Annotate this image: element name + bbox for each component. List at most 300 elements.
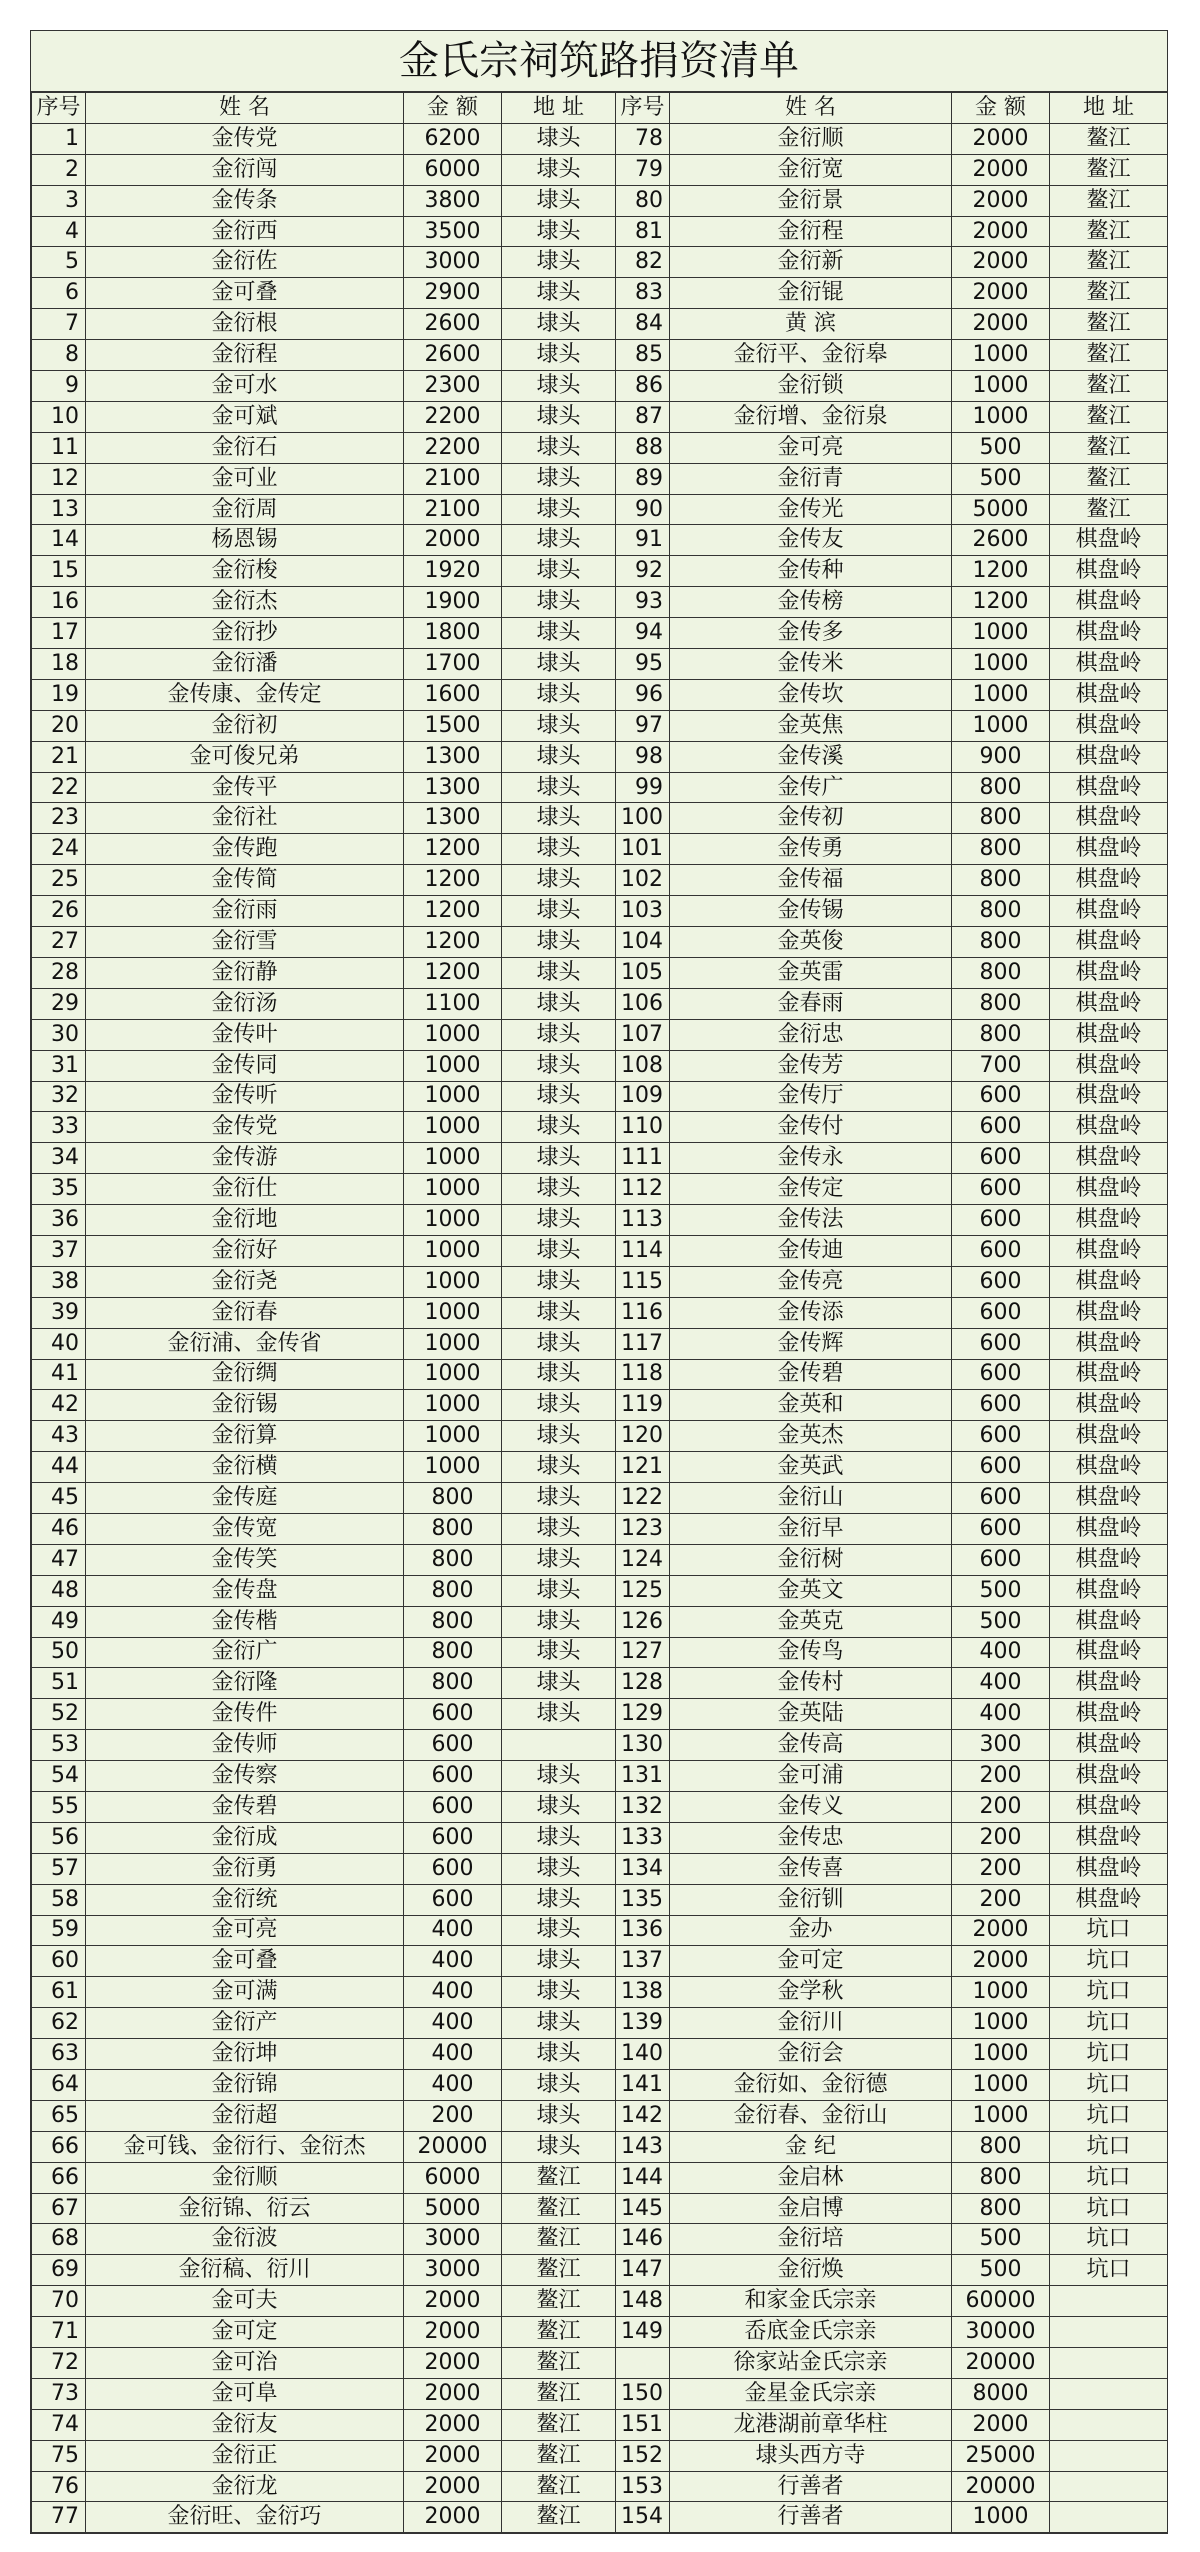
table-row xyxy=(32,957,1168,988)
seq-cell: 108 xyxy=(616,1050,670,1081)
amount-cell: 700 xyxy=(952,1050,1050,1081)
address-cell: 坑口 xyxy=(1050,2255,1168,2286)
amount-cell: 1000 xyxy=(404,1328,502,1359)
address-cell: 鳌江 xyxy=(502,2162,616,2193)
name-cell: 金衍杰 xyxy=(86,587,404,618)
name-cell: 金衍地 xyxy=(86,1205,404,1236)
header-seq: 序号 xyxy=(616,93,670,124)
table-row xyxy=(32,1513,1168,1544)
amount-cell: 6200 xyxy=(404,123,502,154)
address-cell: 埭头 xyxy=(502,1019,616,1050)
address-cell: 埭头 xyxy=(502,1081,616,1112)
seq-cell: 48 xyxy=(32,1575,86,1606)
address-cell: 埭头 xyxy=(502,185,616,216)
seq-cell: 135 xyxy=(616,1884,670,1915)
seq-cell: 120 xyxy=(616,1421,670,1452)
seq-cell: 85 xyxy=(616,340,670,371)
table-row xyxy=(32,154,1168,185)
name-cell: 金可斌 xyxy=(86,401,404,432)
table-row xyxy=(32,1390,1168,1421)
seq-cell: 84 xyxy=(616,309,670,340)
address-cell: 棋盘岭 xyxy=(1050,1822,1168,1853)
name-cell: 金衍培 xyxy=(670,2224,952,2255)
seq-cell: 91 xyxy=(616,525,670,556)
name-cell: 金英克 xyxy=(670,1606,952,1637)
table-row xyxy=(32,1205,1168,1236)
amount-cell: 25000 xyxy=(952,2440,1050,2471)
name-cell: 金办 xyxy=(670,1915,952,1946)
amount-cell: 1200 xyxy=(404,865,502,896)
table-row xyxy=(32,2100,1168,2131)
address-cell: 埭头 xyxy=(502,1946,616,1977)
amount-cell: 800 xyxy=(952,896,1050,927)
seq-cell: 21 xyxy=(32,741,86,772)
address-cell: 埭头 xyxy=(502,1050,616,1081)
seq-cell: 35 xyxy=(32,1174,86,1205)
name-cell: 金传碧 xyxy=(86,1791,404,1822)
name-cell: 金传法 xyxy=(670,1205,952,1236)
address-cell: 棋盘岭 xyxy=(1050,1513,1168,1544)
seq-cell: 30 xyxy=(32,1019,86,1050)
name-cell: 金衍树 xyxy=(670,1544,952,1575)
seq-cell: 92 xyxy=(616,556,670,587)
seq-cell: 150 xyxy=(616,2378,670,2409)
address-cell: 棋盘岭 xyxy=(1050,1791,1168,1822)
address-cell: 埭头 xyxy=(502,1637,616,1668)
seq-cell: 12 xyxy=(32,463,86,494)
address-cell: 棋盘岭 xyxy=(1050,649,1168,680)
address-cell: 埭头 xyxy=(502,1699,616,1730)
seq-cell: 29 xyxy=(32,988,86,1019)
seq-cell: 27 xyxy=(32,927,86,958)
address-cell: 棋盘岭 xyxy=(1050,927,1168,958)
seq-cell: 20 xyxy=(32,710,86,741)
amount-cell: 600 xyxy=(404,1730,502,1761)
amount-cell: 800 xyxy=(404,1483,502,1514)
address-cell: 棋盘岭 xyxy=(1050,1174,1168,1205)
seq-cell: 26 xyxy=(32,896,86,927)
amount-cell: 1000 xyxy=(952,1977,1050,2008)
table-row xyxy=(32,432,1168,463)
seq-cell: 142 xyxy=(616,2100,670,2131)
name-cell: 金衍石 xyxy=(86,432,404,463)
amount-cell: 1000 xyxy=(404,1421,502,1452)
seq-cell: 124 xyxy=(616,1544,670,1575)
seq-cell: 68 xyxy=(32,2224,86,2255)
address-cell: 鳌江 xyxy=(502,2286,616,2317)
name-cell: 金可业 xyxy=(86,463,404,494)
table-row xyxy=(32,401,1168,432)
address-cell xyxy=(1050,2286,1168,2317)
seq-cell: 7 xyxy=(32,309,86,340)
table-row xyxy=(32,2378,1168,2409)
amount-cell: 800 xyxy=(404,1668,502,1699)
amount-cell: 800 xyxy=(952,1019,1050,1050)
seq-cell: 59 xyxy=(32,1915,86,1946)
amount-cell: 1800 xyxy=(404,618,502,649)
amount-cell: 1000 xyxy=(952,2070,1050,2101)
name-cell: 金衍友 xyxy=(86,2409,404,2440)
name-cell: 金春雨 xyxy=(670,988,952,1019)
name-cell: 金衍横 xyxy=(86,1452,404,1483)
address-cell: 棋盘岭 xyxy=(1050,1544,1168,1575)
amount-cell: 1500 xyxy=(404,710,502,741)
seq-cell: 83 xyxy=(616,278,670,309)
name-cell: 金英和 xyxy=(670,1390,952,1421)
amount-cell: 2000 xyxy=(404,2471,502,2502)
address-cell: 棋盘岭 xyxy=(1050,1606,1168,1637)
amount-cell: 6000 xyxy=(404,154,502,185)
seq-cell: 122 xyxy=(616,1483,670,1514)
amount-cell: 1000 xyxy=(404,1266,502,1297)
seq-cell: 11 xyxy=(32,432,86,463)
name-cell: 金衍勇 xyxy=(86,1853,404,1884)
address-cell: 埭头 xyxy=(502,1915,616,1946)
amount-cell: 1000 xyxy=(404,1390,502,1421)
seq-cell: 72 xyxy=(32,2348,86,2379)
address-cell: 棋盘岭 xyxy=(1050,1143,1168,1174)
address-cell: 鳌江 xyxy=(502,2471,616,2502)
seq-cell: 80 xyxy=(616,185,670,216)
address-cell: 棋盘岭 xyxy=(1050,1699,1168,1730)
name-cell: 金衍隆 xyxy=(86,1668,404,1699)
name-cell: 金衍梭 xyxy=(86,556,404,587)
name-cell: 金传庭 xyxy=(86,1483,404,1514)
name-cell: 金可定 xyxy=(670,1946,952,1977)
amount-cell: 6000 xyxy=(404,2162,502,2193)
name-cell: 金传宽 xyxy=(86,1513,404,1544)
amount-cell: 1300 xyxy=(404,772,502,803)
amount-cell: 2300 xyxy=(404,371,502,402)
name-cell: 金传高 xyxy=(670,1730,952,1761)
name-cell: 金星金氏宗亲 xyxy=(670,2378,952,2409)
seq-cell: 149 xyxy=(616,2317,670,2348)
table-row xyxy=(32,1668,1168,1699)
amount-cell: 600 xyxy=(952,1359,1050,1390)
seq-cell: 75 xyxy=(32,2440,86,2471)
table-row xyxy=(32,587,1168,618)
name-cell: 金传溪 xyxy=(670,741,952,772)
amount-cell: 1300 xyxy=(404,803,502,834)
seq-cell: 101 xyxy=(616,834,670,865)
seq-cell: 66 xyxy=(32,2162,86,2193)
seq-cell: 87 xyxy=(616,401,670,432)
seq-cell: 125 xyxy=(616,1575,670,1606)
name-cell: 金衍增、金衍泉 xyxy=(670,401,952,432)
address-cell: 鳌江 xyxy=(1050,185,1168,216)
amount-cell: 2000 xyxy=(404,2409,502,2440)
table-row xyxy=(32,525,1168,556)
name-cell: 金传付 xyxy=(670,1112,952,1143)
amount-cell: 20000 xyxy=(404,2131,502,2162)
table-row xyxy=(32,710,1168,741)
name-cell: 金衍闯 xyxy=(86,154,404,185)
address-cell: 埭头 xyxy=(502,1761,616,1792)
amount-cell: 1000 xyxy=(404,1050,502,1081)
table-row xyxy=(32,1544,1168,1575)
table-row xyxy=(32,1328,1168,1359)
name-cell: 金学秋 xyxy=(670,1977,952,2008)
amount-cell: 2200 xyxy=(404,401,502,432)
name-cell: 金传条 xyxy=(86,185,404,216)
amount-cell: 2600 xyxy=(952,525,1050,556)
seq-cell: 43 xyxy=(32,1421,86,1452)
name-cell: 金英俊 xyxy=(670,927,952,958)
name-cell: 金衍浦、金传省 xyxy=(86,1328,404,1359)
seq-cell: 32 xyxy=(32,1081,86,1112)
table-row xyxy=(32,1143,1168,1174)
amount-cell: 2000 xyxy=(952,185,1050,216)
seq-cell: 13 xyxy=(32,494,86,525)
table-row xyxy=(32,803,1168,834)
table-row xyxy=(32,556,1168,587)
seq-cell: 112 xyxy=(616,1174,670,1205)
name-cell: 金传福 xyxy=(670,865,952,896)
table-row xyxy=(32,2502,1168,2533)
name-cell: 行善者 xyxy=(670,2471,952,2502)
address-cell: 埭头 xyxy=(502,1977,616,2008)
address-cell: 埭头 xyxy=(502,1390,616,1421)
address-cell: 埭头 xyxy=(502,525,616,556)
address-cell: 棋盘岭 xyxy=(1050,1081,1168,1112)
header-name: 姓 名 xyxy=(670,93,952,124)
table-row xyxy=(32,1606,1168,1637)
name-cell: 金衍景 xyxy=(670,185,952,216)
name-cell: 岙底金氏宗亲 xyxy=(670,2317,952,2348)
name-cell: 金衍超 xyxy=(86,2100,404,2131)
seq-cell: 65 xyxy=(32,2100,86,2131)
page-title: 金氏宗祠筑路捐资清单 xyxy=(31,31,1167,92)
name-cell: 金传迪 xyxy=(670,1235,952,1266)
amount-cell: 600 xyxy=(952,1266,1050,1297)
seq-cell: 67 xyxy=(32,2193,86,2224)
amount-cell: 1200 xyxy=(404,957,502,988)
name-cell: 金衍如、金衍德 xyxy=(670,2070,952,2101)
amount-cell: 2000 xyxy=(404,2348,502,2379)
amount-cell: 800 xyxy=(404,1637,502,1668)
amount-cell: 1000 xyxy=(952,371,1050,402)
address-cell: 棋盘岭 xyxy=(1050,865,1168,896)
seq-cell: 15 xyxy=(32,556,86,587)
header-amount: 金 额 xyxy=(952,93,1050,124)
amount-cell: 1000 xyxy=(952,2502,1050,2533)
seq-cell: 28 xyxy=(32,957,86,988)
address-cell: 埭头 xyxy=(502,1513,616,1544)
amount-cell: 600 xyxy=(952,1112,1050,1143)
amount-cell: 2900 xyxy=(404,278,502,309)
address-cell: 埭头 xyxy=(502,618,616,649)
table-row xyxy=(32,340,1168,371)
seq-cell: 47 xyxy=(32,1544,86,1575)
table-row xyxy=(32,1637,1168,1668)
name-cell: 金可水 xyxy=(86,371,404,402)
name-cell: 金衍尧 xyxy=(86,1266,404,1297)
seq-cell: 56 xyxy=(32,1822,86,1853)
amount-cell: 1200 xyxy=(404,927,502,958)
table-row xyxy=(32,1266,1168,1297)
name-cell: 金英杰 xyxy=(670,1421,952,1452)
address-cell: 埭头 xyxy=(502,1884,616,1915)
seq-cell: 2 xyxy=(32,154,86,185)
amount-cell: 800 xyxy=(952,2193,1050,2224)
name-cell: 龙港湖前章华柱 xyxy=(670,2409,952,2440)
seq-cell: 151 xyxy=(616,2409,670,2440)
amount-cell: 1000 xyxy=(404,1452,502,1483)
seq-cell: 8 xyxy=(32,340,86,371)
name-cell: 金传友 xyxy=(670,525,952,556)
table-row xyxy=(32,1235,1168,1266)
address-cell: 埭头 xyxy=(502,556,616,587)
amount-cell: 800 xyxy=(404,1575,502,1606)
name-cell: 金衍统 xyxy=(86,1884,404,1915)
amount-cell: 2000 xyxy=(952,154,1050,185)
seq-cell xyxy=(616,2348,670,2379)
table-row xyxy=(32,2008,1168,2039)
name-cell: 金可钱、金衍行、金衍杰 xyxy=(86,2131,404,2162)
table-row xyxy=(32,2131,1168,2162)
table-row xyxy=(32,2440,1168,2471)
seq-cell: 6 xyxy=(32,278,86,309)
name-cell: 金衍顺 xyxy=(86,2162,404,2193)
seq-cell: 121 xyxy=(616,1452,670,1483)
seq-cell: 69 xyxy=(32,2255,86,2286)
amount-cell: 2600 xyxy=(404,340,502,371)
address-cell: 埭头 xyxy=(502,1143,616,1174)
name-cell: 金衍潘 xyxy=(86,649,404,680)
name-cell: 金可亮 xyxy=(86,1915,404,1946)
name-cell: 金传永 xyxy=(670,1143,952,1174)
address-cell: 埭头 xyxy=(502,1853,616,1884)
seq-cell: 41 xyxy=(32,1359,86,1390)
amount-cell: 2000 xyxy=(404,2286,502,2317)
address-cell: 坑口 xyxy=(1050,1977,1168,2008)
table-row xyxy=(32,371,1168,402)
address-cell: 埭头 xyxy=(502,834,616,865)
seq-cell: 114 xyxy=(616,1235,670,1266)
amount-cell: 2200 xyxy=(404,432,502,463)
amount-cell: 600 xyxy=(952,1513,1050,1544)
amount-cell: 1000 xyxy=(952,649,1050,680)
address-cell: 棋盘岭 xyxy=(1050,1205,1168,1236)
address-cell: 埭头 xyxy=(502,1791,616,1822)
name-cell: 金衍初 xyxy=(86,710,404,741)
seq-cell: 36 xyxy=(32,1205,86,1236)
seq-cell: 22 xyxy=(32,772,86,803)
amount-cell: 2000 xyxy=(404,2378,502,2409)
address-cell: 埭头 xyxy=(502,1606,616,1637)
name-cell: 金衍平、金衍皋 xyxy=(670,340,952,371)
seq-cell: 141 xyxy=(616,2070,670,2101)
address-cell: 棋盘岭 xyxy=(1050,710,1168,741)
amount-cell: 1000 xyxy=(404,1297,502,1328)
table-row xyxy=(32,1946,1168,1977)
amount-cell: 600 xyxy=(404,1822,502,1853)
name-cell: 金衍稿、衍川 xyxy=(86,2255,404,2286)
seq-cell: 106 xyxy=(616,988,670,1019)
seq-cell: 148 xyxy=(616,2286,670,2317)
table-row xyxy=(32,896,1168,927)
seq-cell: 119 xyxy=(616,1390,670,1421)
name-cell: 金启林 xyxy=(670,2162,952,2193)
amount-cell: 3500 xyxy=(404,216,502,247)
amount-cell: 1000 xyxy=(952,618,1050,649)
name-cell: 金衍雨 xyxy=(86,896,404,927)
name-cell: 金可治 xyxy=(86,2348,404,2379)
table-row xyxy=(32,185,1168,216)
name-cell: 金衍正 xyxy=(86,2440,404,2471)
header-seq: 序号 xyxy=(32,93,86,124)
name-cell: 金衍早 xyxy=(670,1513,952,1544)
name-cell: 埭头西方寺 xyxy=(670,2440,952,2471)
table-row xyxy=(32,2039,1168,2070)
name-cell: 金传种 xyxy=(670,556,952,587)
seq-cell: 14 xyxy=(32,525,86,556)
seq-cell: 19 xyxy=(32,679,86,710)
seq-cell: 132 xyxy=(616,1791,670,1822)
amount-cell: 1000 xyxy=(404,1019,502,1050)
name-cell: 金衍锦 xyxy=(86,2070,404,2101)
seq-cell: 116 xyxy=(616,1297,670,1328)
address-cell: 棋盘岭 xyxy=(1050,1483,1168,1514)
seq-cell: 74 xyxy=(32,2409,86,2440)
name-cell: 金传盘 xyxy=(86,1575,404,1606)
table-row xyxy=(32,1421,1168,1452)
table-row xyxy=(32,927,1168,958)
seq-cell: 58 xyxy=(32,1884,86,1915)
name-cell: 金衍产 xyxy=(86,2008,404,2039)
table-row xyxy=(32,309,1168,340)
address-cell: 鳌江 xyxy=(502,2255,616,2286)
amount-cell: 1000 xyxy=(952,340,1050,371)
name-cell: 金传跑 xyxy=(86,834,404,865)
amount-cell: 2000 xyxy=(404,2317,502,2348)
amount-cell: 1000 xyxy=(404,1143,502,1174)
address-cell: 鳌江 xyxy=(1050,340,1168,371)
address-cell: 埭头 xyxy=(502,803,616,834)
seq-cell: 39 xyxy=(32,1297,86,1328)
address-cell: 埭头 xyxy=(502,1328,616,1359)
seq-cell: 145 xyxy=(616,2193,670,2224)
seq-cell: 57 xyxy=(32,1853,86,1884)
amount-cell: 2000 xyxy=(952,1946,1050,1977)
amount-cell: 1000 xyxy=(952,679,1050,710)
seq-cell: 45 xyxy=(32,1483,86,1514)
seq-cell: 61 xyxy=(32,1977,86,2008)
name-cell: 金衍绸 xyxy=(86,1359,404,1390)
address-cell: 坑口 xyxy=(1050,2070,1168,2101)
table-row xyxy=(32,2255,1168,2286)
name-cell: 金传广 xyxy=(670,772,952,803)
address-cell: 埭头 xyxy=(502,154,616,185)
address-cell: 坑口 xyxy=(1050,2008,1168,2039)
seq-cell: 152 xyxy=(616,2440,670,2471)
seq-cell: 133 xyxy=(616,1822,670,1853)
seq-cell: 33 xyxy=(32,1112,86,1143)
amount-cell: 1200 xyxy=(952,556,1050,587)
table-row xyxy=(32,2162,1168,2193)
seq-cell: 70 xyxy=(32,2286,86,2317)
name-cell: 金传村 xyxy=(670,1668,952,1699)
seq-cell: 136 xyxy=(616,1915,670,1946)
address-cell: 棋盘岭 xyxy=(1050,1730,1168,1761)
address-cell: 埭头 xyxy=(502,1359,616,1390)
seq-cell: 89 xyxy=(616,463,670,494)
seq-cell: 49 xyxy=(32,1606,86,1637)
address-cell: 坑口 xyxy=(1050,1946,1168,1977)
seq-cell: 62 xyxy=(32,2008,86,2039)
name-cell: 行善者 xyxy=(670,2502,952,2533)
table-row xyxy=(32,1019,1168,1050)
